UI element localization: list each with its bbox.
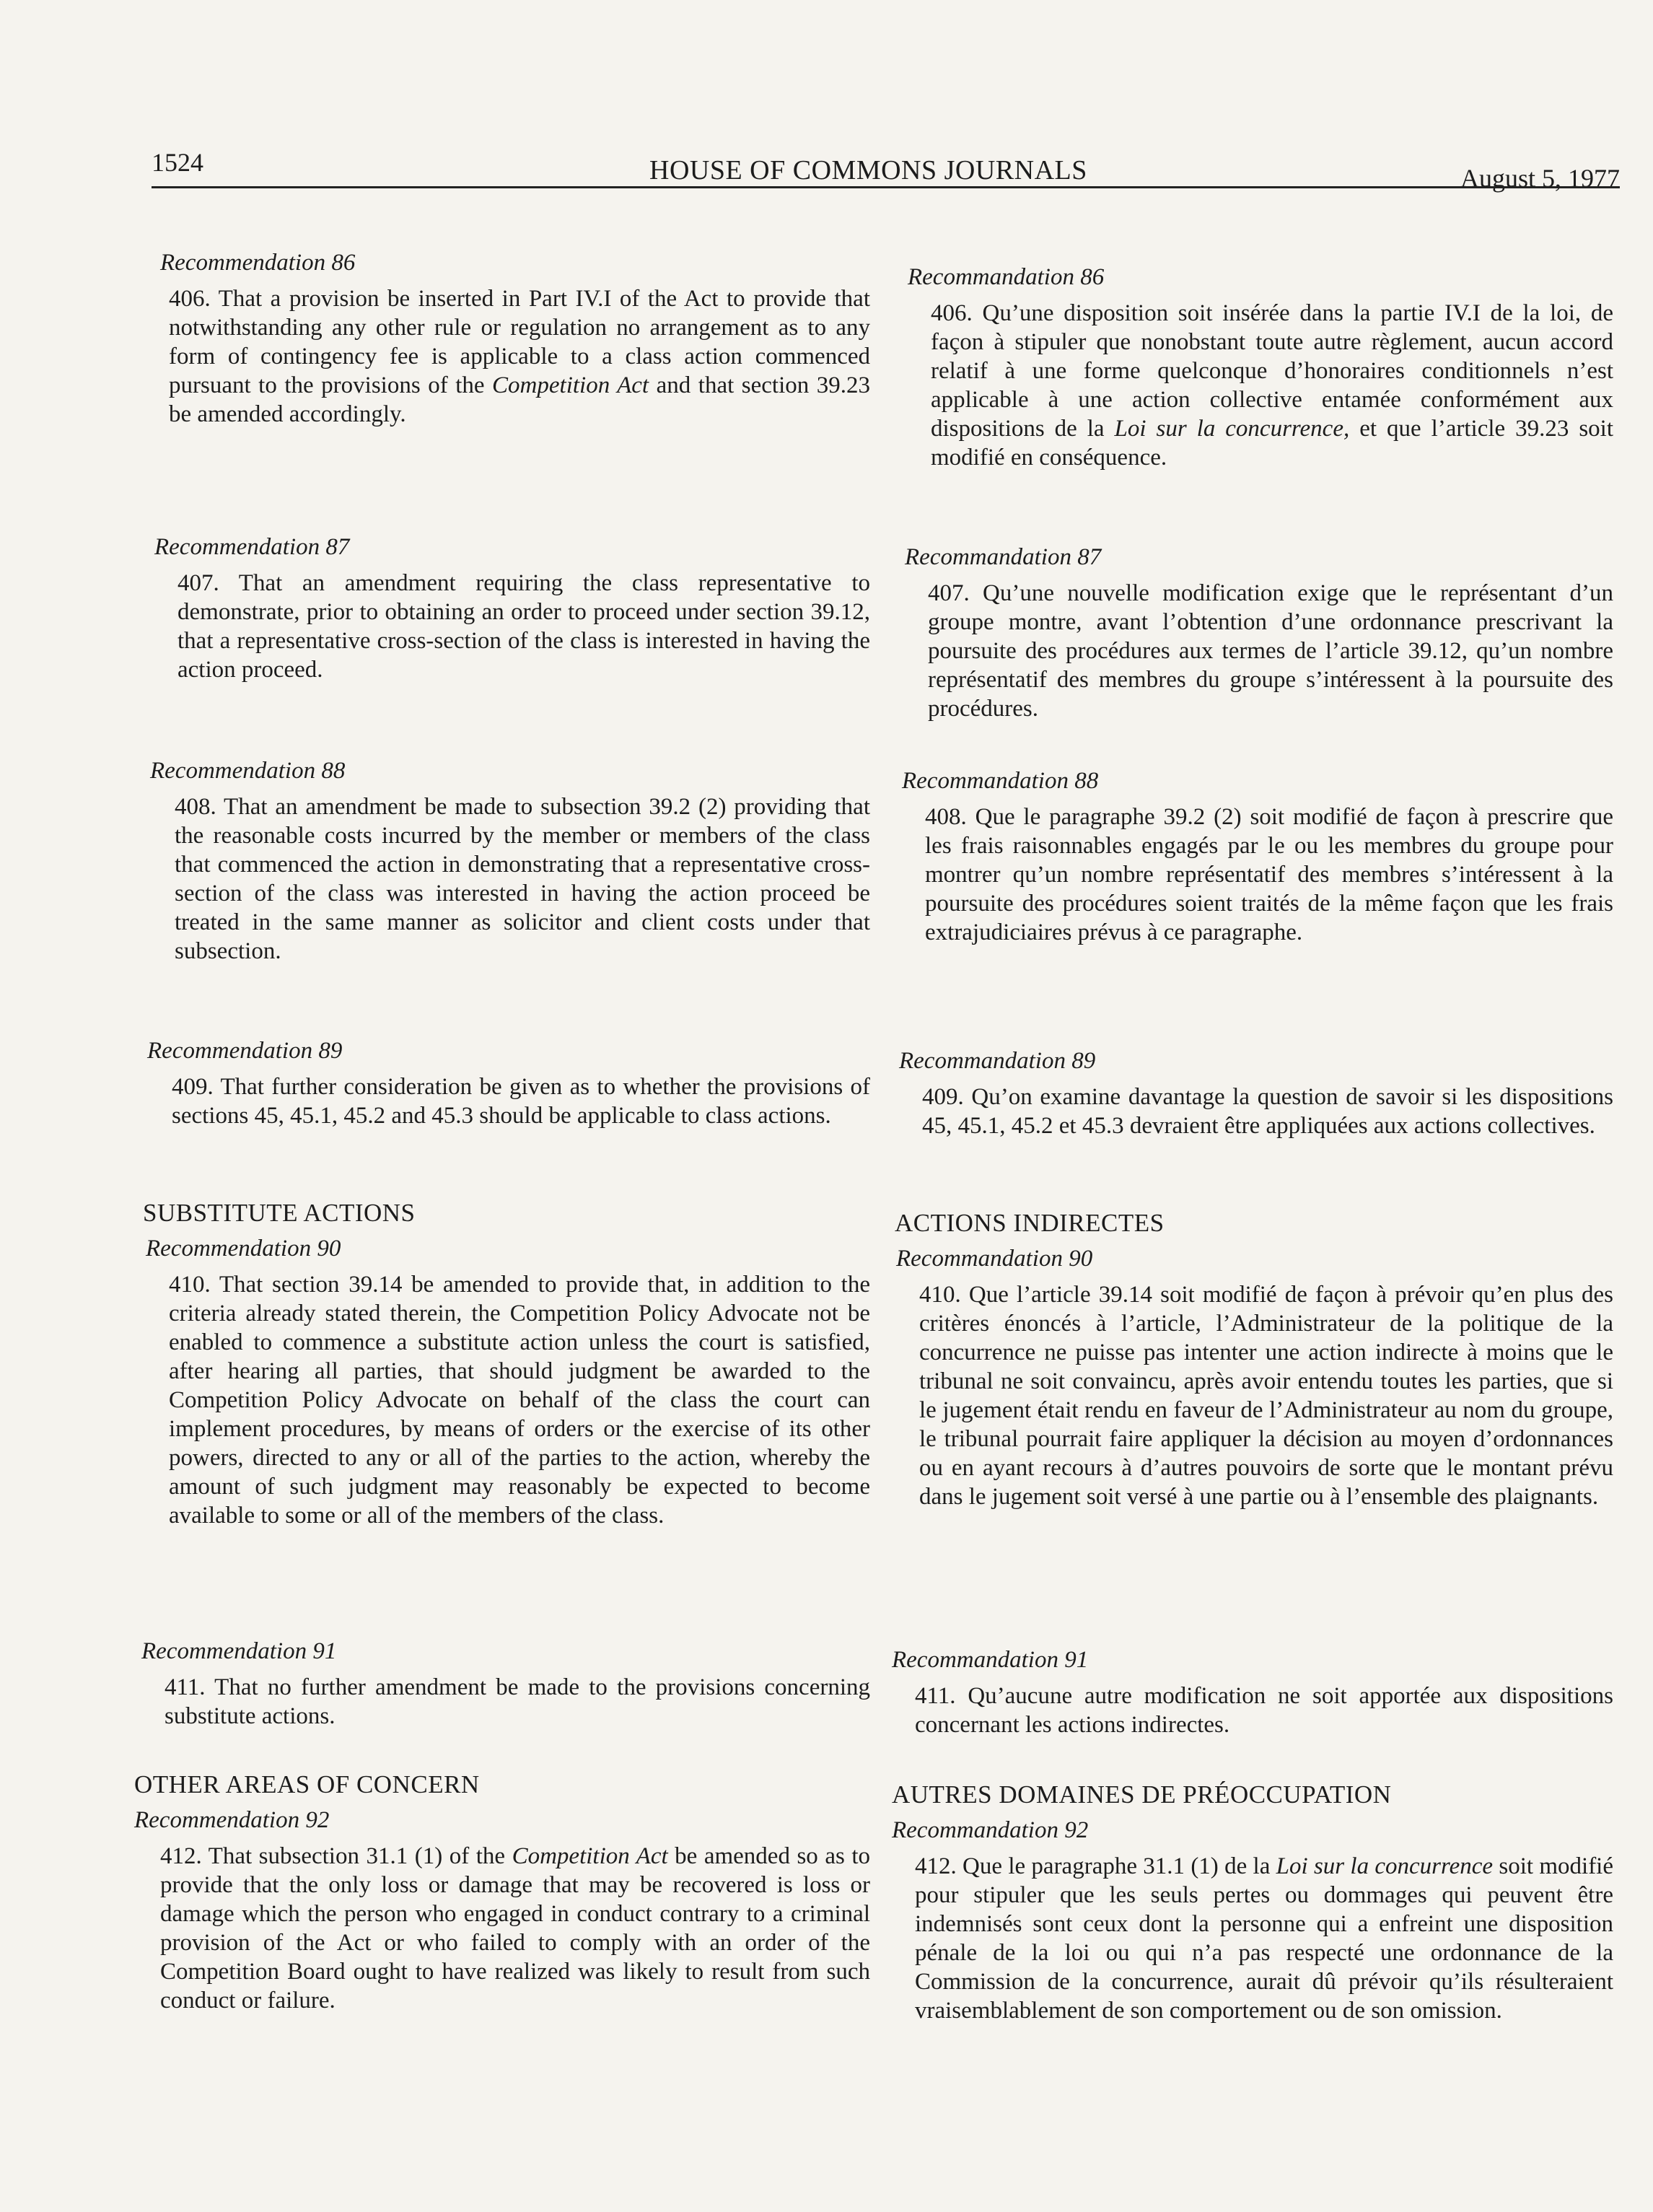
header-rule bbox=[152, 186, 1620, 188]
recommendation-heading: Recommandation 91 bbox=[892, 1647, 1089, 1673]
recommendation-text: 408. That an amendment be made to subsection 39.2 (2) providing that the reasonable costs incurred by the member or members of the class that commenced the action in demonstrating that a representative cross-section of the class was interested in having the action proceed be treated in the same manner as solicitor and client costs under that subsection. bbox=[175, 794, 870, 964]
section-heading: AUTRES DOMAINES DE PRÉOCCUPATION bbox=[892, 1780, 1392, 1809]
recommendation-text: 407. Qu’une nouvelle modification exige que le représentant d’un groupe montre, avant l’obtention d’une ordonnance prescrivant la poursuite des procédures aux termes de l’article 39.12, qu’un nombre représentatif des membres du groupe s’intéressent à la poursuite des procédures. bbox=[928, 580, 1613, 722]
recommendation-88-en bbox=[134, 756, 870, 966]
recommendation-heading: Recommandation 89 bbox=[899, 1048, 1096, 1074]
recommendation-86-fr bbox=[892, 263, 1613, 472]
recommendation-88-fr bbox=[892, 766, 1613, 947]
recommendation-text: 408. Que le paragraphe 39.2 (2) soit modifié de façon à prescrire que les frais raisonnables engagés par le ou les membres du groupe pour montrer qu’un nombre représentatif des membres s’intéressent à la poursuite des procédures soient traités de la même façon que les frais extrajudiciaires prévus à ce paragraphe. bbox=[925, 804, 1614, 945]
recommendation-text: 412. That subsection 31.1 (1) of the Competition Act be amended so as to provide that the only loss or damage that may be recovered is loss or damage which the person who engaged in conduct contrary to a criminal provision of the Act or who failed to comply with an order of the Competition Board ought to have realized was likely to result from such conduct or failure. bbox=[160, 1843, 870, 2014]
recommendation-87-fr bbox=[892, 543, 1613, 723]
paragraph-number: 406. bbox=[169, 286, 211, 312]
recommendation-heading: Recommandation 92 bbox=[892, 1817, 1089, 1843]
recommendation-heading: Recommandation 87 bbox=[905, 544, 1102, 570]
section-heading: ACTIONS INDIRECTES bbox=[895, 1209, 1165, 1237]
act-title: Loi sur la concurrence, bbox=[1114, 416, 1350, 442]
recommendation-89-en bbox=[134, 1036, 870, 1130]
recommendation-text: 409. That further consideration be given as to whether the provisions of sections 45, 45.1, 45.2 and 45.3 should be applicable to class actions. bbox=[172, 1074, 870, 1129]
recommendation-text: 406. That a provision be inserted in Part IV.I of the Act to provide that notwithstanding any other rule or regulation no arrangement as to any form of contingency fee is applicable to a class action commenced pursuant to the provisions of the Competition Act and that section 39.23 be amended accordingly. bbox=[169, 286, 871, 427]
recommendation-heading: Recommendation 91 bbox=[141, 1638, 337, 1664]
recommendation-89-fr bbox=[892, 1046, 1613, 1140]
act-title: Loi sur la concurrence bbox=[1276, 1853, 1494, 1879]
recommendation-heading: Recommendation 92 bbox=[134, 1807, 330, 1833]
recommendation-heading: Recommandation 86 bbox=[908, 264, 1105, 290]
section-heading: SUBSTITUTE ACTIONS bbox=[143, 1199, 416, 1227]
recommendation-heading: Recommendation 86 bbox=[160, 250, 356, 276]
recommendation-heading: Recommandation 88 bbox=[902, 768, 1099, 794]
recommendation-91-en bbox=[134, 1637, 870, 1731]
recommendation-heading: Recommendation 87 bbox=[154, 534, 350, 560]
section-heading: OTHER AREAS OF CONCERN bbox=[134, 1770, 480, 1798]
page-number: 1524 bbox=[152, 148, 203, 177]
recommendation-heading: Recommendation 89 bbox=[147, 1038, 343, 1064]
journal-title: HOUSE OF COMMONS JOURNALS bbox=[649, 155, 1087, 185]
act-title: Competition Act bbox=[492, 372, 649, 398]
page-header bbox=[152, 141, 1620, 192]
recommendation-text: 411. Qu’aucune autre modification ne soit apportée aux dispositions concernant les actions indirectes. bbox=[915, 1683, 1613, 1738]
substitute-actions-section bbox=[134, 1198, 870, 1530]
recommendation-91-fr bbox=[892, 1645, 1613, 1739]
recommendation-86-en bbox=[134, 248, 870, 429]
recommendation-text: 406. Qu’une disposition soit insérée dans la partie IV.I de la loi, de façon à stipuler que nonobstant toute autre règlement, aucun accord relatif à une forme quelconque d’honoraires conditionnels n’est applicable à une action collective entamée conformément aux dispositions de la Loi sur la concurrence, et que l’article 39.23 soit modifié en conséquence. bbox=[931, 300, 1614, 471]
recommendation-text: 407. That an amendment requiring the class representative to demonstrate, prior to obtaining an order to proceed under section 39.12, that a representative cross-section of the class is interested in having the action proceed. bbox=[177, 570, 870, 683]
recommendation-text: 412. Que le paragraphe 31.1 (1) de la Loi sur la concurrence soit modifié pour stipuler que les seuls pertes ou dommages qui peuvent être indemnisés sont ceux dont la personne qui a enfreint une disposition pénale de la loi ou qui n’a pas respecté une ordonnance de la Commission de la concurrence, aurait dû prévoir qu’ils résulteraient vraisemblablement de son comportement ou de son omission. bbox=[915, 1853, 1614, 2024]
recommendation-heading: Recommandation 90 bbox=[896, 1246, 1093, 1272]
other-areas-section bbox=[134, 1770, 870, 2015]
recommendation-text: 409. Qu’on examine davantage la question de savoir si les dispositions 45, 45.1, 45.2 et 45.3 devraient être appliquées aux actions collectives. bbox=[922, 1084, 1614, 1139]
recommendation-87-en bbox=[134, 533, 870, 684]
recommendation-text: 411. That no further amendment be made to the provisions concerning substitute actions. bbox=[165, 1674, 871, 1729]
journal-date: August 5, 1977 bbox=[1460, 164, 1620, 193]
recommendation-heading: Recommendation 88 bbox=[150, 758, 346, 784]
autres-domaines-section bbox=[892, 1780, 1613, 2025]
recommendation-heading: Recommendation 90 bbox=[146, 1236, 341, 1262]
actions-indirectes-section bbox=[892, 1208, 1613, 1511]
act-title: Competition Act bbox=[512, 1843, 668, 1869]
recommendation-text: 410. That section 39.14 be amended to provide that, in addition to the criteria already stated therein, the Competition Policy Advocate not be enabled to commence a substitute action unless the court is satisfied, after hearing all parties, that should judgment be awarded to the Competition Policy Advocate on behalf of the class the court can implement procedures, by means of orders or the exercise of its other powers, directed to any or all of the parties to the action, whereby the amount of such judgment may reasonably be expected to become available to some or all of the members of the class. bbox=[169, 1272, 871, 1529]
recommendation-text: 410. Que l’article 39.14 soit modifié de façon à prévoir qu’en plus des critères énoncés à l’article, l’Administrateur de la politique de la concurrence ne puisse pas intenter une action indirecte à moins que le tribunal ne soit convaincu, après avoir entendu toutes les parties, que si le jugement était rendu en faveur de l’Administrateur au nom du groupe, le tribunal pourrait faire appliquer la décision au moyen d’ordonnances ou en ayant recours à d’autres pouvoirs de sorte que le montant prévu dans le jugement soit versé à une partie ou à l’ensemble des plaignants. bbox=[919, 1282, 1614, 1510]
